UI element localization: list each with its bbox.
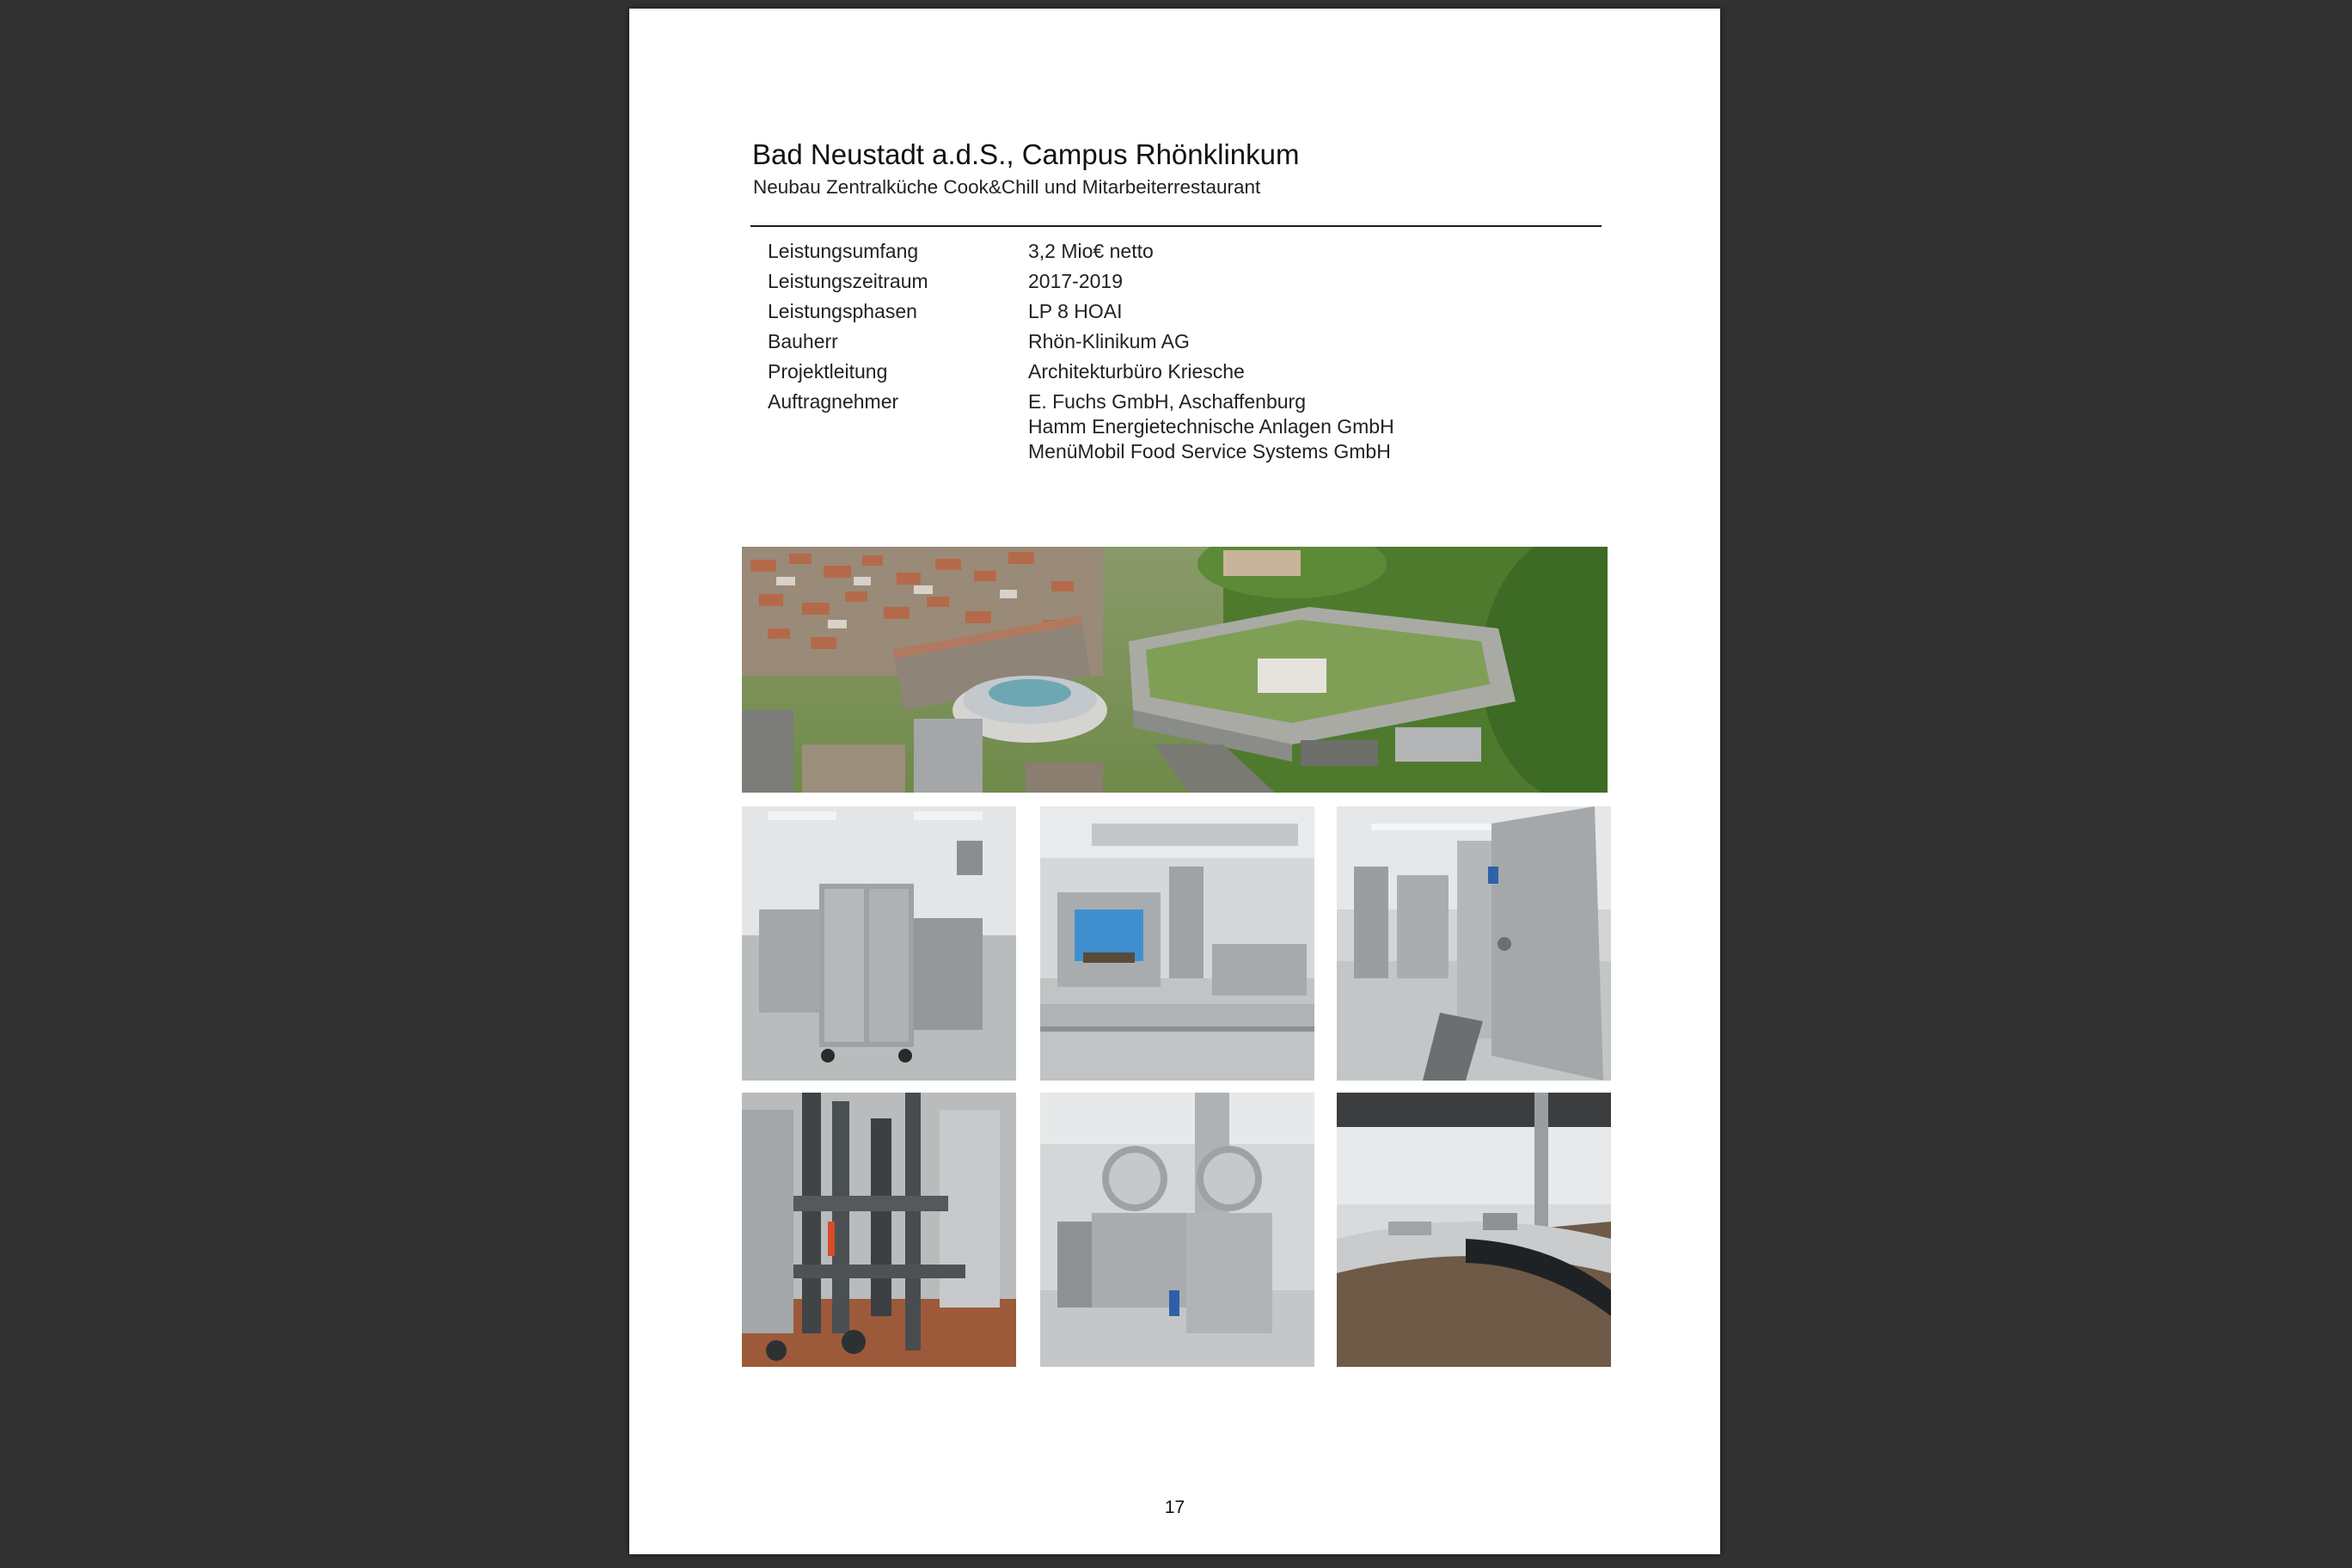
project-details (768, 239, 1394, 469)
cold-room-door-photo (1337, 806, 1611, 1081)
detail-value: Rhön-Klinikum AG (1028, 330, 1190, 352)
contractor-2: Hamm Energietechnische Anlagen GmbH (1028, 415, 1394, 438)
serving-counter-photo (1337, 1093, 1611, 1367)
detail-label: Leistungszeitraum (768, 270, 928, 292)
detail-row-projektleitung (768, 359, 1394, 384)
title-divider (750, 225, 1602, 227)
page-title: Bad Neustadt a.d.S., Campus Rhönklinkum (752, 138, 1300, 170)
detail-row-leistungszeitraum (768, 269, 1394, 294)
detail-value: Architekturbüro Kriesche (1028, 360, 1245, 383)
page-subtitle: Neubau Zentralküche Cook&Chill und Mitarbeiterrestaurant (753, 176, 1261, 198)
kettles-photo (1040, 1093, 1314, 1367)
detail-row-auftragnehmer (768, 389, 1394, 464)
detail-row-leistungsumfang (768, 239, 1394, 264)
page-number: 17 (1164, 1498, 1185, 1517)
detail-row-leistungsphasen (768, 299, 1394, 324)
contractor-3: MenüMobil Food Service Systems GmbH (1028, 440, 1391, 462)
detail-row-bauherr (768, 329, 1394, 354)
document-page (629, 9, 1720, 1554)
detail-label: Bauherr (768, 330, 838, 352)
detail-label: Auftragnehmer (768, 390, 899, 413)
detail-value: 3,2 Mio€ netto (1028, 240, 1154, 262)
kitchen-trolley-photo (742, 806, 1016, 1081)
detail-label: Leistungsphasen (768, 300, 917, 322)
detail-value: LP 8 HOAI (1028, 300, 1123, 322)
contractor-1: E. Fuchs GmbH, Aschaffenburg (1028, 390, 1307, 413)
dishwasher-line-photo (1040, 806, 1314, 1081)
detail-label: Leistungsumfang (768, 240, 919, 262)
detail-label: Projektleitung (768, 360, 888, 383)
detail-value: 2017-2019 (1028, 270, 1123, 292)
aerial-campus-photo (742, 547, 1608, 793)
pipework-room-photo (742, 1093, 1016, 1367)
detail-value-list (1028, 389, 1394, 464)
